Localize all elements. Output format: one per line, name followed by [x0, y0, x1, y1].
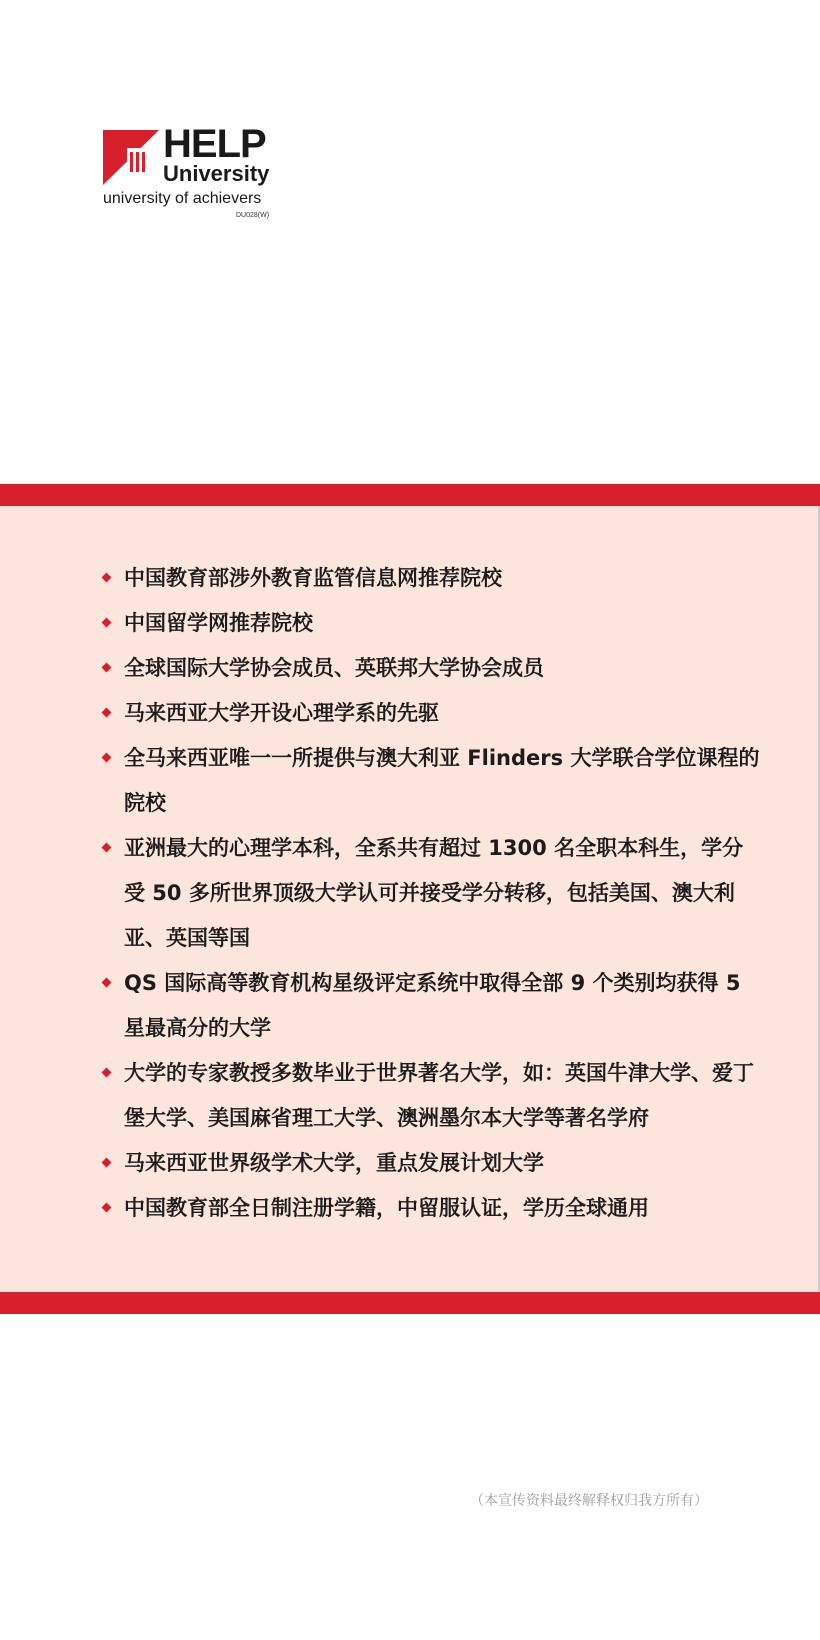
feature-list [100, 556, 760, 1231]
help-logo-mark-icon [103, 130, 159, 185]
red-diamond-bullet-icon [102, 663, 112, 673]
help-university-logo [103, 122, 293, 220]
red-diamond-bullet-icon [102, 708, 112, 718]
list-item [100, 1051, 760, 1141]
list-item [100, 646, 760, 691]
top-red-band [0, 484, 820, 506]
logo-tagline: university of achievers [103, 190, 262, 207]
red-diamond-bullet-icon [102, 978, 112, 988]
list-item [100, 556, 760, 601]
feature-text: 中国教育部涉外教育监管信息网推荐院校 [124, 566, 502, 590]
bottom-red-band [0, 1292, 820, 1314]
feature-text: 中国留学网推荐院校 [124, 611, 313, 635]
red-diamond-bullet-icon [102, 618, 112, 628]
feature-text: 全球国际大学协会成员、英联邦大学协会成员 [124, 656, 544, 680]
feature-text: 中国教育部全日制注册学籍，中留服认证，学历全球通用 [124, 1196, 649, 1220]
feature-text: 马来西亚大学开设心理学系的先驱 [124, 701, 439, 725]
list-item [100, 601, 760, 646]
feature-text: 大学的专家教授多数毕业于世界著名大学，如：英国牛津大学、爱丁堡大学、美国麻省理工大学、澳洲墨尔本大学等著名学府 [124, 1061, 754, 1130]
list-item [100, 961, 760, 1051]
list-item [100, 1141, 760, 1186]
red-diamond-bullet-icon [102, 1158, 112, 1168]
list-item [100, 691, 760, 736]
red-diamond-bullet-icon [102, 843, 112, 853]
list-item [100, 1186, 760, 1231]
logo-subtitle-text: University [163, 161, 270, 186]
red-diamond-bullet-icon [102, 1203, 112, 1213]
footer-disclaimer: （本宣传资料最终解释权归我方所有） [470, 1493, 708, 1509]
feature-text: 亚洲最大的心理学本科，全系共有超过 1300 名全职本科生，学分受 50 多所世界顶级大学认可并接受学分转移，包括美国、澳大利亚、英国等国 [124, 836, 744, 950]
feature-text: QS 国际高等教育机构星级评定系统中取得全部 9 个类别均获得 5 星最高分的大学 [124, 971, 741, 1040]
feature-text: 马来西亚世界级学术大学，重点发展计划大学 [124, 1151, 544, 1175]
logo-brand-text: HELP [163, 122, 266, 166]
red-diamond-bullet-icon [102, 753, 112, 763]
red-diamond-bullet-icon [102, 573, 112, 583]
logo-registration-code: DU028(W) [236, 212, 270, 219]
feature-text: 全马来西亚唯一一所提供与澳大利亚 Flinders 大学联合学位课程的院校 [124, 746, 760, 815]
list-item [100, 826, 760, 961]
red-diamond-bullet-icon [102, 1068, 112, 1078]
list-item [100, 736, 760, 826]
